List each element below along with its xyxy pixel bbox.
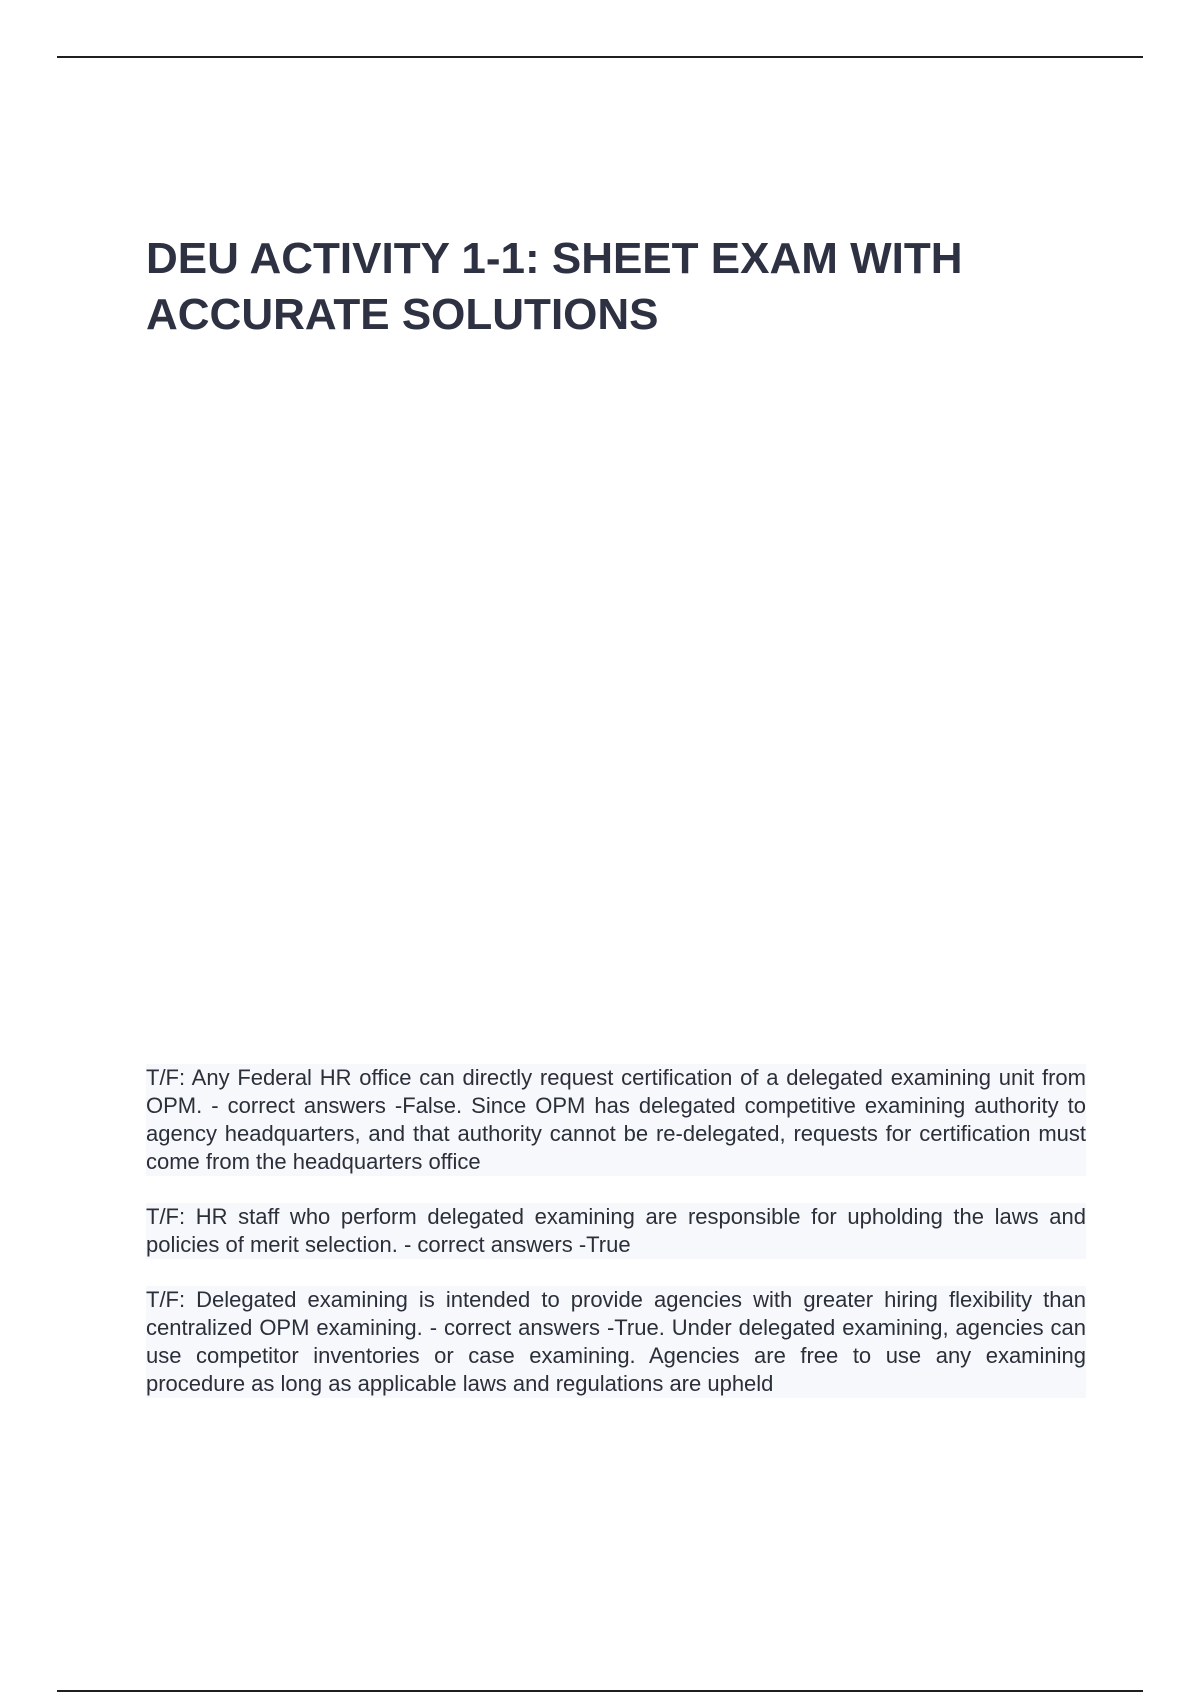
question-item-2: T/F: HR staff who perform delegated examining are responsible for upholding the laws and policies of merit selection. - correct answers -True — [146, 1204, 1086, 1257]
top-divider — [57, 56, 1143, 58]
question-list — [146, 1064, 1086, 1425]
page-title: DEU ACTIVITY 1-1: SHEET EXAM WITH ACCURATE SOLUTIONS — [146, 234, 963, 339]
question-item-1: T/F: Any Federal HR office can directly request certification of a delegated examining unit from OPM. - correct answers -False. Since OPM has delegated competitive examining authority to agency headquarters, and that authority cannot be re-delegated, requests for certification must come from the headquarters office — [146, 1065, 1086, 1174]
bottom-divider — [57, 1690, 1143, 1692]
question-item-3: T/F: Delegated examining is intended to provide agencies with greater hiring flexibility than centralized OPM examining. - correct answers -True. Under delegated examining, agencies can use competitor inventories or case examining. Agencies are free to use any examining procedure as long as applicable laws and regulations are upheld — [146, 1287, 1086, 1396]
